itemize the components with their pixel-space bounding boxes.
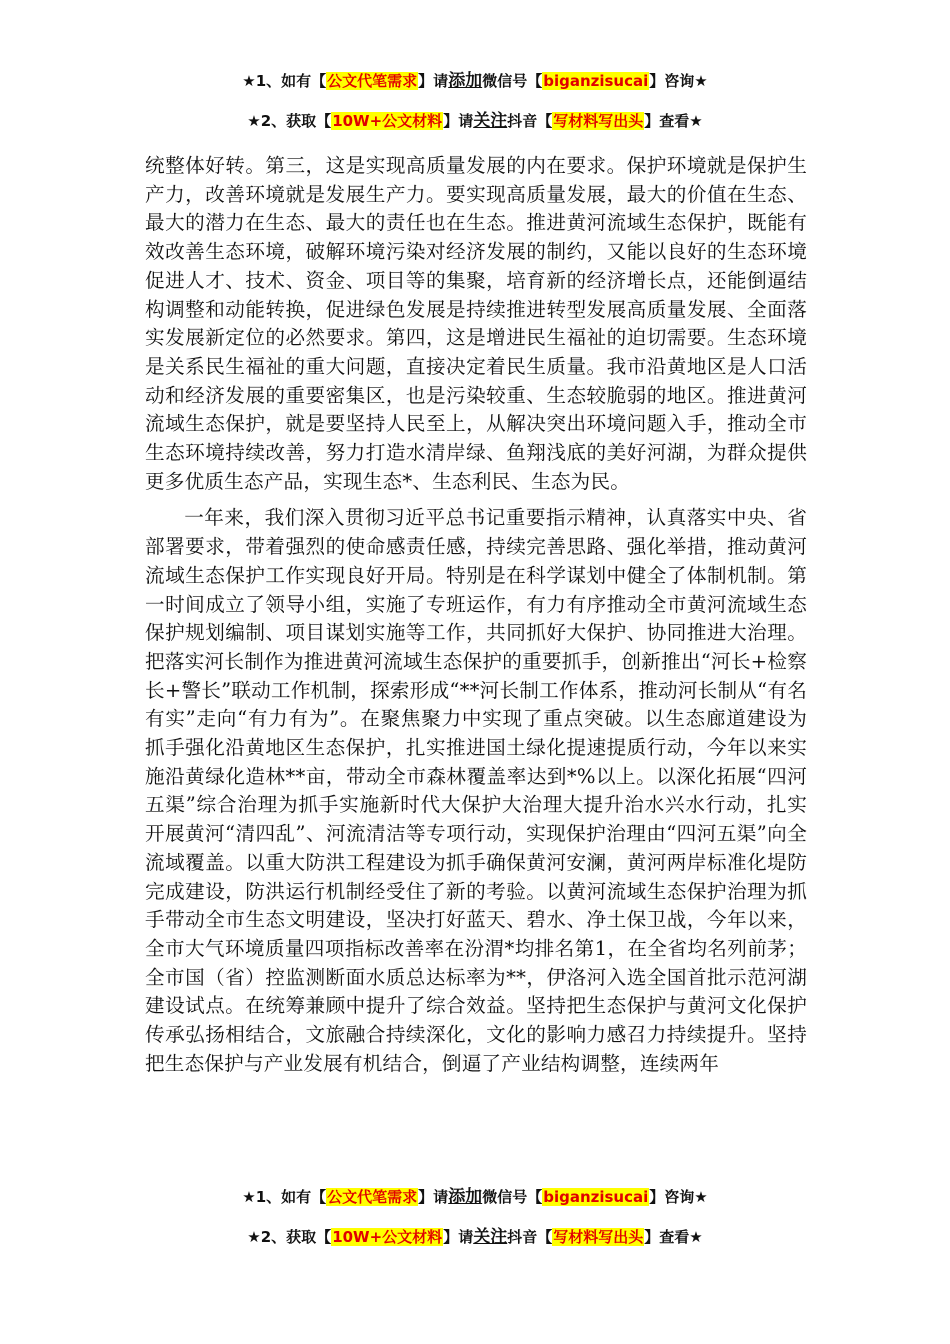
header-banner-line2 [0, 110, 950, 132]
footer-banner-line1 [0, 1186, 950, 1208]
banner-prefix: ★1、如有【 [242, 72, 327, 90]
banner-highlight-service: 公文代笔需求 [327, 1188, 418, 1206]
banner-mid: 】请 [418, 1188, 449, 1206]
banner-mid: 抖音【 [507, 112, 553, 130]
banner-highlight-materials: 10W+公文材料 [332, 1228, 443, 1246]
banner-highlight-douyin: 写材料写出头 [553, 1228, 644, 1246]
banner-suffix: 】咨询★ [649, 72, 708, 90]
banner-highlight-service: 公文代笔需求 [327, 72, 418, 90]
banner-mid: 抖音【 [507, 1228, 553, 1246]
body-paragraph-2: 一年来，我们深入贯彻习近平总书记重要指示精神，认真落实中央、省部署要求，带着强烈的使命感责任感，持续完善思路、强化举措，推动黄河流域生态保护工作实现良好开局。特别是在科学谋划中健全了体制机制。第一时间成立了领导小组，实施了专班运作，有力有序推动全市黄河流域生态保护规划编制、项目谋划实施等工作，共同抓好大保护、协同推进大治理。把落实河长制作为推进黄河流域生态保护的重要抓手，创新推出“河长+检察长+警长”联动工作机制，探索形成“**河长制工作体系，推动河长制从“有名有实”走向“有力有为”。在聚焦聚力中实现了重点突破。以生态廊道建设为抓手强化沿黄地区生态保护，扎实推进国土绿化提速提质行动，今年以来实施沿黄绿化造林**亩，带动全市森林覆盖率达到*%以上。以深化拓展“四河五渠”综合治理为抓手实施新时代大保护大治理大提升治水兴水行动，扎实开展黄河“清四乱”、河流清洁等专项行动，实现保护治理由“四河五渠”向全流域覆盖。以重大防洪工程建设为抓手确保黄河安澜，黄河两岸标准化堤防完成建设，防洪运行机制经受住了新的考验。以黄河流域生态保护治理为抓手带动全市生态文明建设，坚决打好蓝天、碧水、净土保卫战，今年以来，全市大气环境质量四项指标改善率在汾渭*均排名第1，在全省均名列前茅；全市国（省）控监测断面水质总达标率为**，伊洛河入选全国首批示范河湖建设试点。在统筹兼顾中提升了综合效益。坚持把生态保护与黄河文化保护传承弘扬相结合，文旅融合持续深化，文化的影响力感召力持续提升。坚持把生态保护与产业发展有机结合，倒逼了产业结构调整，连续两年 [145, 506, 807, 1075]
banner-highlight-douyin: 写材料写出头 [553, 112, 644, 130]
banner-emphasis-add: 添加 [448, 71, 483, 91]
banner-suffix: 】咨询★ [649, 1188, 708, 1206]
banner-emphasis-follow: 关注 [473, 111, 508, 131]
body-paragraph-1: 统整体好转。第三，这是实现高质量发展的内在要求。保护环境就是保护生产力，改善环境就是发展生产力。要实现高质量发展，最大的价值在生态、最大的潜力在生态、最大的责任也在生态。推进黄河流域生态保护，既能有效改善生态环境，破解环境污染对经济发展的制约，又能以良好的生态环境促进人才、技术、资金、项目等的集聚，培育新的经济增长点，还能倒逼结构调整和动能转换，促进绿色发展是持续推进转型发展高质量发展、全面落实发展新定位的必然要求。第四，这是增进民生福祉的迫切需要。生态环境是关系民生福祉的重大问题，直接决定着民生质量。我市沿黄地区是人口活动和经济发展的重要密集区，也是污染较重、生态较脆弱的地区。推进黄河流域生态保护，就是要坚持人民至上，从解决突出环境问题入手，推动全市生态环境持续改善，努力打造水清岸绿、鱼翔浅底的美好河湖，为群众提供更多优质生态产品，实现生态*、生态利民、生态为民。 [145, 154, 807, 493]
banner-mid: 微信号【 [482, 72, 543, 90]
banner-highlight-wechat-id: biganzisucai [543, 72, 649, 90]
banner-emphasis-follow: 关注 [473, 1227, 508, 1247]
banner-highlight-wechat-id: biganzisucai [543, 1188, 649, 1206]
banner-mid: 微信号【 [482, 1188, 543, 1206]
footer-banner-line2 [0, 1226, 950, 1248]
banner-suffix: 】查看★ [644, 1228, 703, 1246]
banner-mid: 】请 [418, 72, 449, 90]
document-body [145, 152, 807, 1079]
banner-mid: 】请 [443, 112, 474, 130]
header-banner-line1 [0, 70, 950, 92]
banner-prefix: ★2、获取【 [247, 1228, 332, 1246]
banner-prefix: ★2、获取【 [247, 112, 332, 130]
banner-suffix: 】查看★ [644, 112, 703, 130]
banner-emphasis-add: 添加 [448, 1187, 483, 1207]
banner-prefix: ★1、如有【 [242, 1188, 327, 1206]
banner-highlight-materials: 10W+公文材料 [332, 112, 443, 130]
banner-mid: 】请 [443, 1228, 474, 1246]
